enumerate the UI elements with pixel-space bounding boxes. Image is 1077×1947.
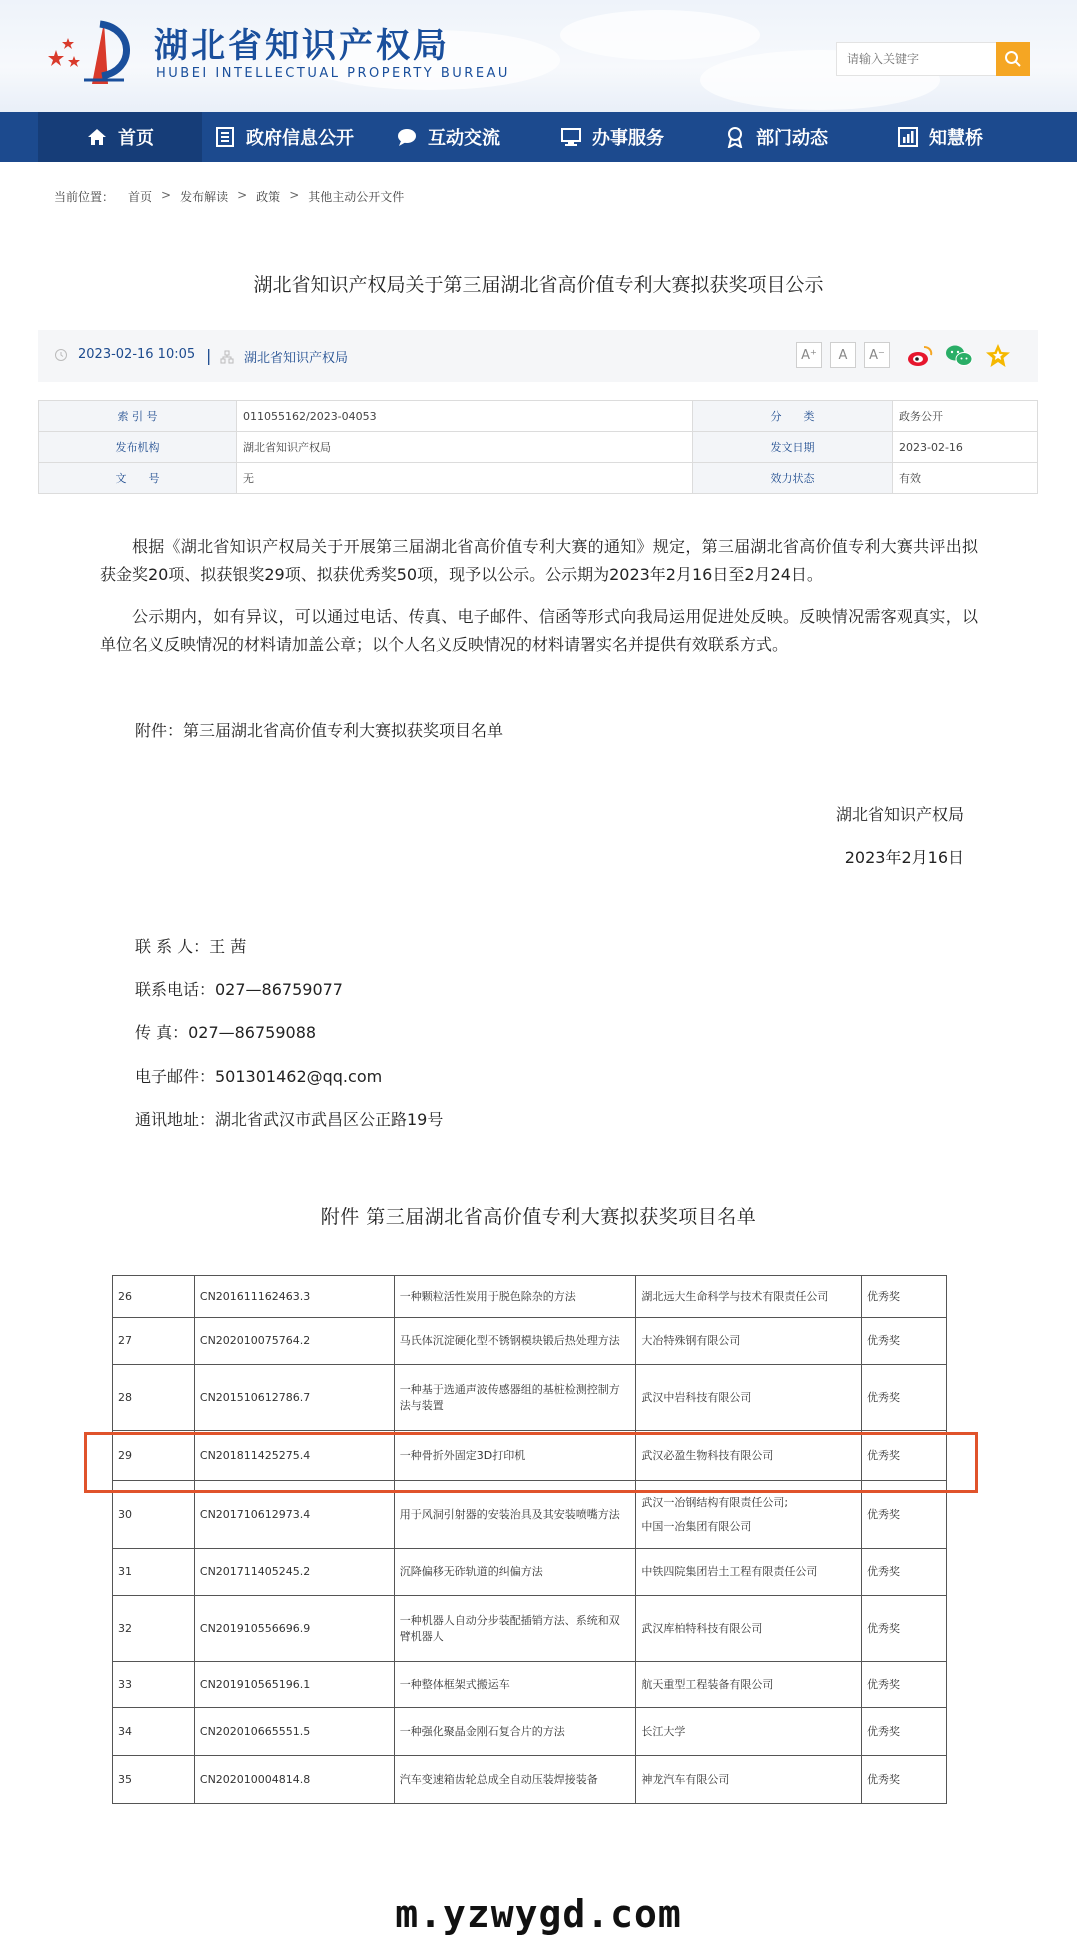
table-row xyxy=(113,1756,947,1804)
patent-number: CN201510612786.7 xyxy=(194,1365,394,1431)
share-buttons xyxy=(906,342,1012,370)
applicant-org: 神龙汽车有限公司 xyxy=(636,1756,862,1804)
date-value: 2023-02-16 xyxy=(893,432,1038,463)
nav-item-home[interactable] xyxy=(38,112,202,162)
patent-number: CN201711405245.2 xyxy=(194,1549,394,1596)
breadcrumb-link-policy[interactable]: 政策 xyxy=(256,190,281,204)
site-header xyxy=(0,0,1077,112)
chat-bubble-icon xyxy=(396,126,418,148)
award-level: 优秀奖 xyxy=(862,1431,947,1481)
patent-number: CN202010004814.8 xyxy=(194,1756,394,1804)
applicant-org: 武汉库柏特科技有限公司 xyxy=(636,1596,862,1662)
font-default-button[interactable]: A xyxy=(830,342,856,368)
meta-divider: | xyxy=(206,346,212,365)
font-size-controls xyxy=(796,342,890,368)
row-number: 30 xyxy=(113,1481,195,1549)
search-box xyxy=(836,42,996,76)
font-increase-button[interactable]: A⁺ xyxy=(796,342,822,368)
patent-name: 一种机器人自动分步装配插销方法、系统和双臂机器人 xyxy=(394,1596,636,1662)
number-value: 无 xyxy=(237,463,693,494)
article-title: 湖北省知识产权局关于第三届湖北省高价值专利大赛拟获奖项目公示 xyxy=(253,274,824,296)
breadcrumb-link-other[interactable]: 其他主动公开文件 xyxy=(308,190,405,204)
number-label: 文 号 xyxy=(39,463,237,494)
date-label: 发文日期 xyxy=(693,432,893,463)
wechat-icon[interactable] xyxy=(944,342,974,370)
nav-label: 知慧桥 xyxy=(929,128,983,149)
award-list-table xyxy=(112,1275,947,1804)
nav-label: 首页 xyxy=(118,128,154,149)
signature-date: 2023年2月16日 xyxy=(844,848,964,867)
search-button[interactable] xyxy=(996,42,1030,76)
contact-address: 通讯地址：湖北省武汉市武昌区公正路19号 xyxy=(135,1110,444,1129)
applicant-org: 湖北远大生命科学与技术有限责任公司 xyxy=(636,1276,862,1318)
patent-name: 一种强化聚晶金刚石复合片的方法 xyxy=(394,1708,636,1756)
body-paragraph-1: 根据《湖北省知识产权局关于开展第三届湖北省高价值专利大赛的通知》规定，第三届湖北省高价值专利大赛共评出拟获金奖20项、拟获银奖29项、拟获优秀奖50项，现予以公示。公示期为2023年2月16日至2月24日。 xyxy=(100,537,978,584)
nav-item-zhihuiqiao[interactable] xyxy=(858,112,1022,162)
contact-email: 电子邮件：501301462@qq.com xyxy=(135,1067,383,1086)
index-value: 011055162/2023-04053 xyxy=(237,401,693,432)
monitor-icon xyxy=(560,126,582,148)
patent-name: 一种基于选通声波传感器组的基桩检测控制方法与装置 xyxy=(394,1365,636,1431)
row-number: 28 xyxy=(113,1365,195,1431)
nav-item-dept-news[interactable] xyxy=(694,112,858,162)
category-label: 分 类 xyxy=(693,401,893,432)
font-decrease-button[interactable]: A⁻ xyxy=(864,342,890,368)
header-cloud xyxy=(560,10,760,60)
table-row xyxy=(113,1318,947,1365)
row-number: 31 xyxy=(113,1549,195,1596)
patent-name: 马氏体沉淀硬化型不锈钢模块锻后热处理方法 xyxy=(394,1318,636,1365)
home-icon xyxy=(86,126,108,148)
patent-number: CN201910565196.1 xyxy=(194,1662,394,1708)
row-number: 26 xyxy=(113,1276,195,1318)
datetime-text: 2023-02-16 10:05 xyxy=(78,347,196,362)
bureau-logo-icon[interactable] xyxy=(44,14,144,86)
attachment-link[interactable]: 附件：第三届湖北省高价值专利大赛拟获奖项目名单 xyxy=(135,721,504,740)
table-row xyxy=(113,1276,947,1318)
patent-number: CN201710612973.4 xyxy=(194,1481,394,1549)
applicant-org: 武汉中岩科技有限公司 xyxy=(636,1365,862,1431)
row-number: 34 xyxy=(113,1708,195,1756)
publish-datetime xyxy=(54,347,195,362)
signature-org: 湖北省知识产权局 xyxy=(835,805,964,824)
breadcrumb-label: 当前位置： xyxy=(54,190,115,204)
weibo-icon[interactable] xyxy=(906,342,934,370)
award-level: 优秀奖 xyxy=(862,1662,947,1708)
main-nav xyxy=(0,112,1077,162)
applicant-org: 长江大学 xyxy=(636,1708,862,1756)
contact-phone: 联系电话：027—86759077 xyxy=(135,980,343,999)
row-number: 33 xyxy=(113,1662,195,1708)
row-number: 32 xyxy=(113,1596,195,1662)
table-row xyxy=(113,1365,947,1431)
clock-icon xyxy=(54,348,68,362)
search-icon xyxy=(1004,50,1022,68)
applicant-org: 大冶特殊钢有限公司 xyxy=(636,1318,862,1365)
breadcrumb-link-home[interactable]: 首页 xyxy=(128,190,153,204)
award-level: 优秀奖 xyxy=(862,1318,947,1365)
nav-item-gov-info[interactable] xyxy=(202,112,366,162)
award-level: 优秀奖 xyxy=(862,1276,947,1318)
nav-label: 互动交流 xyxy=(428,128,500,149)
nav-label: 部门动态 xyxy=(756,128,828,149)
patent-number: CN202010075764.2 xyxy=(194,1318,394,1365)
patent-number: CN202010665551.5 xyxy=(194,1708,394,1756)
document-info-table xyxy=(38,400,1038,494)
row-number: 29 xyxy=(113,1431,195,1481)
award-level: 优秀奖 xyxy=(862,1596,947,1662)
watermark: m.yzwygd.com xyxy=(395,1892,682,1936)
award-level: 优秀奖 xyxy=(862,1708,947,1756)
nav-item-services[interactable] xyxy=(530,112,694,162)
contact-fax: 传 真：027—86759088 xyxy=(135,1023,317,1042)
org-value: 湖北省知识产权局 xyxy=(237,432,693,463)
patent-name: 沉降偏移无砟轨道的纠偏方法 xyxy=(394,1549,636,1596)
breadcrumb xyxy=(54,188,404,205)
document-list-icon xyxy=(214,126,236,148)
publisher-text: 湖北省知识产权局 xyxy=(244,351,349,366)
bar-chart-icon xyxy=(897,126,919,148)
annex-title: 附件 第三届湖北省高价值专利大赛拟获奖项目名单 xyxy=(320,1206,757,1228)
applicant-org: 武汉一冶钢结构有限责任公司; 中国一冶集团有限公司 xyxy=(636,1481,862,1549)
body-paragraph-2: 公示期内，如有异议，可以通过电话、传真、电子邮件、信函等形式向我局运用促进处反映。反映情况需客观真实，以单位名义反映情况的材料请加盖公章；以个人名义反映情况的材料请署实名并提供有效联系方式。 xyxy=(100,607,978,654)
patent-number: CN201910556696.9 xyxy=(194,1596,394,1662)
site-title[interactable]: 湖北省知识产权局 xyxy=(154,26,450,66)
row-number: 35 xyxy=(113,1756,195,1804)
applicant-org: 中铁四院集团岩土工程有限责任公司 xyxy=(636,1549,862,1596)
site-subtitle: HUBEI INTELLECTUAL PROPERTY BUREAU xyxy=(156,66,510,81)
table-row xyxy=(113,1708,947,1756)
org-label: 发布机构 xyxy=(39,432,237,463)
patent-name: 用于风洞引射器的安装治具及其安装喷嘴方法 xyxy=(394,1481,636,1549)
patent-name: 一种颗粒活性炭用于脱色除杂的方法 xyxy=(394,1276,636,1318)
patent-name: 汽车变速箱齿轮总成全自动压装焊接装备 xyxy=(394,1756,636,1804)
applicant-org: 武汉必盈生物科技有限公司 xyxy=(636,1431,862,1481)
index-label: 索 引 号 xyxy=(39,401,237,432)
patent-name: 一种整体框架式搬运车 xyxy=(394,1662,636,1708)
table-row xyxy=(113,1549,947,1596)
breadcrumb-separator: > xyxy=(237,188,248,202)
award-level: 优秀奖 xyxy=(862,1481,947,1549)
award-level: 优秀奖 xyxy=(862,1549,947,1596)
search-input[interactable] xyxy=(837,43,996,75)
nav-label: 政府信息公开 xyxy=(246,128,354,149)
table-row xyxy=(113,1662,947,1708)
table-row xyxy=(113,1596,947,1662)
status-label: 效力状态 xyxy=(693,463,893,494)
category-value: 政务公开 xyxy=(893,401,1038,432)
patent-number: CN201811425275.4 xyxy=(194,1431,394,1481)
contact-person: 联 系 人：王 茜 xyxy=(135,937,247,956)
award-level: 优秀奖 xyxy=(862,1756,947,1804)
nav-item-interaction[interactable] xyxy=(366,112,530,162)
publisher xyxy=(220,347,348,366)
info-row xyxy=(39,432,1038,463)
nav-label: 办事服务 xyxy=(592,128,664,149)
highlight-box xyxy=(84,1432,978,1493)
patent-name: 一种骨折外固定3D打印机 xyxy=(394,1431,636,1481)
info-row xyxy=(39,401,1038,432)
row-number: 27 xyxy=(113,1318,195,1365)
article-meta-bar xyxy=(38,330,1038,382)
applicant-org: 航天重型工程装备有限公司 xyxy=(636,1662,862,1708)
award-icon xyxy=(724,126,746,148)
info-row xyxy=(39,463,1038,494)
org-icon xyxy=(220,350,234,364)
status-value: 有效 xyxy=(893,463,1038,494)
favorite-star-icon[interactable] xyxy=(984,342,1012,370)
breadcrumb-link-release[interactable]: 发布解读 xyxy=(180,190,229,204)
patent-number: CN201611162463.3 xyxy=(194,1276,394,1318)
award-level: 优秀奖 xyxy=(862,1365,947,1431)
breadcrumb-separator: > xyxy=(161,188,172,202)
breadcrumb-separator: > xyxy=(289,188,300,202)
